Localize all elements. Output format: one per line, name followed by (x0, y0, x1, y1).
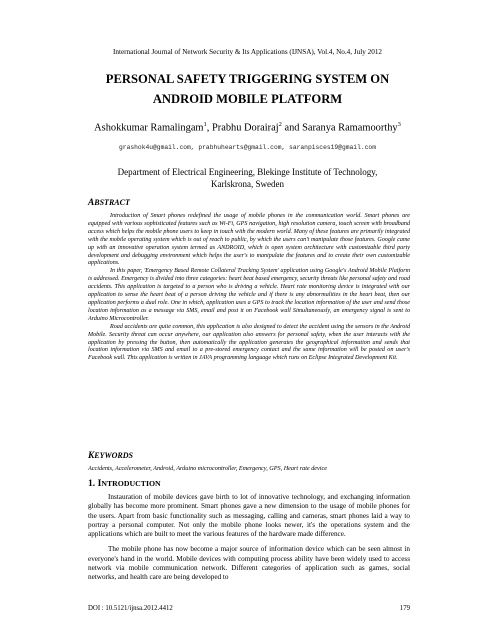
abstract-body (88, 213, 410, 363)
introduction-heading-rest: NTRODUCTION (101, 479, 161, 488)
author-name: Saranya Ramamoorthy (302, 122, 398, 134)
author-separator: , (206, 122, 212, 134)
introduction-body (88, 493, 410, 589)
abstract-heading-initial: A (88, 198, 95, 208)
abstract-paragraph: Introduction of Smart phones redefined the usage of mobile phones in the communication world. Smart phones are equipped with various sophisticated features such as Wi-Fi, GPS navigation, high resolution camera, touch screen with broadband access which helps the mobile phone users to keep in touch with the modern world. Many of these features are primarily integrated with the mobile operating system which is out of reach to public, by which the users can't manipulate those features. Google came up with an innovative operation system termed as ANDROID, which is open system architecture with customizable third party development and debugging environment which helps the user's to manipulate the features and to create their own customizable applications. (88, 213, 410, 267)
author-list (0, 121, 495, 133)
abstract-heading-rest: BSTRACT (94, 198, 130, 207)
title-line-1: PERSONAL SAFETY TRIGGERING SYSTEM ON (105, 72, 390, 86)
keywords-heading-initial: K (88, 451, 95, 461)
affiliation (0, 166, 495, 190)
author-affiliation-mark: 3 (397, 121, 401, 128)
affiliation-line-2: Karlskrona, Sweden (211, 179, 284, 189)
author-emails: grashok4u@gmail.com, prabhuhearts@gmail.com, saranpisces19@gmail.com (119, 144, 376, 151)
title-line-2: ANDROID MOBILE PLATFORM (152, 92, 343, 106)
author-affiliation-mark: 2 (278, 121, 282, 128)
author-name: Ashokkumar Ramalingam (94, 122, 204, 134)
keywords-list: Accidents, Accelerometer, Android, Arduino microcontroller, Emergency, GPS, Heart rate device (88, 465, 328, 472)
page-number: 179 (399, 605, 410, 612)
abstract-paragraph: In this paper, 'Emergency Based Remote Collateral Tracking System' application using Google's Android Mobile Platform is addressed. Emergency is divided into three categories: heart beat based emergency, security threats like personal safety and road accidents. This application is targeted to a person who is driving a vehicle. Heart rate monitoring device is integrated with our application to sense the heart beat of a person driving the vehicle and if there is any abnormalities in the heart beat, then our application performs a dual role. One in which, application uses a GPS to track the location information of the user and send those location information as a message via SMS, email and post it on Facebook wall Simultaneously, an emergency signal is sent to Arduino Microcontroller. (88, 268, 410, 322)
paper-title (0, 69, 495, 109)
abstract-heading (88, 198, 130, 208)
author-separator: and (281, 122, 303, 134)
doi-text: DOI : 10.5121/ijnsa.2012.4412 (88, 605, 173, 612)
abstract-paragraph: Road accidents are quite common, this application is also designed to detect the accident using the sensors in the Android Mobile. Security threat can occur anywhere, our application also answers for personal safety, when the user interacts with the application by pressing the button, then automatically the application generates the geographical information and sends that location information via SMS and email to a pre-stored emergency contact and the same information will be posted on user's Facebook wall. This application is written in JAVA programming language which runs on Eclipse Integrated Development Kit. (88, 323, 410, 362)
keywords-heading (88, 451, 133, 461)
keywords-heading-rest: EYWORDS (94, 451, 133, 460)
introduction-paragraph: Instauration of mobile devices gave birth to lot of innovative technology, and exchanging information globally has become more prominent. Smart phones gave a new dimension to the usage of mobile phones for the users. Apart from basic functionality such as messaging, calling and cameras, smart phones laid a way to portray a personal computer. Not only the mobile phone looks newer, it's the operations system and the applications which are built to meet the various features of the hardware made difference. (88, 493, 410, 539)
author-name: Prabhu Dorairaj (211, 122, 279, 134)
affiliation-line-1: Department of Electrical Engineering, Blekinge Institute of Technology, (117, 167, 378, 177)
introduction-heading-number: 1. I (88, 478, 102, 489)
journal-header: International Journal of Network Security & Its Applications (IJNSA), Vol.4, No.4, July 2012 (112, 48, 383, 56)
page-footer (88, 605, 410, 612)
introduction-heading (88, 478, 161, 489)
author-affiliation-mark: 1 (203, 121, 207, 128)
introduction-paragraph: The mobile phone has now become a major source of information device which can be seen almost in everyone's hand in the world. Mobile devices with computing process ability have been widely used to access network via mobile communication network. Different categories of application such as games, social networks, and health care are being developed to (88, 545, 410, 582)
